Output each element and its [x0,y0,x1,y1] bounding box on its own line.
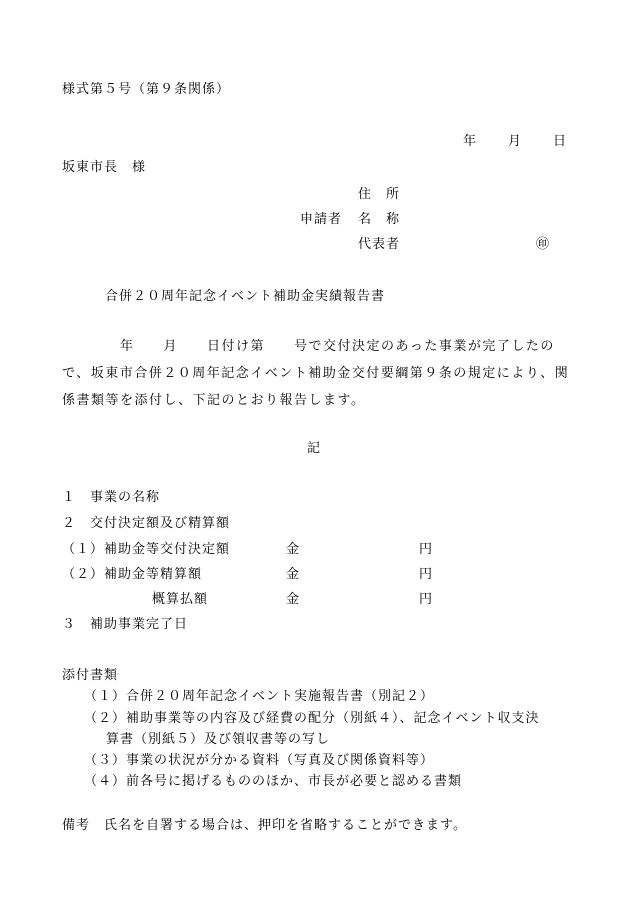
attachment-1: （１）合併２０周年記念イベント実施報告書（別記２） [84,689,435,704]
form-label: 様式第５号（第９条関係） [62,82,231,97]
representative-label: 代表者 [358,237,401,252]
applicant-role-label: 申請者 [300,212,343,227]
sub-item-2-label: （２）補助金等精算額 [62,567,203,582]
item-3: ３ 補助事業完了日 [62,617,189,632]
ki-heading: 記 [307,441,322,456]
document-title: 合併２０周年記念イベント補助金実績報告書 [105,289,386,304]
name-label: 名 称 [358,212,401,227]
addressee: 坂東市長 様 [62,160,147,175]
item-2: ２ 交付決定額及び精算額 [62,516,231,531]
sub-item-1-kin: 金 [286,542,301,557]
sub-item-3-yen: 円 [419,592,434,607]
sub-item-3-label: 概算払額 [152,592,209,607]
sub-item-2-kin: 金 [286,567,301,582]
date-month-label: 月 [508,134,523,149]
date-year-label: 年 [463,134,478,149]
sub-item-1-yen: 円 [419,542,434,557]
seal-mark: ㊞ [536,237,551,252]
sub-item-3-kin: 金 [286,592,301,607]
sub-item-1-label: （１）補助金等交付決定額 [62,542,231,557]
item-1: １ 事業の名称 [62,490,161,505]
remarks: 備考 氏名を自署する場合は、押印を省略することができます。 [62,818,467,833]
attachment-3: （３）事業の状況が分かる資料（写真及び関係資料等） [84,753,435,768]
attachment-2-line-2: 算書（別紙５）及び領収書等の写し [106,732,331,747]
attachment-4: （４）前各号に掲げるもののほか、市長が必要と認める書類 [84,774,463,789]
address-label: 住 所 [358,187,401,202]
date-day-label: 日 [553,134,568,149]
attachment-2-line-1: （２）補助事業等の内容及び経費の配分（別紙４）、記念イベント収支決 [84,711,540,726]
attachments-heading: 添付書類 [62,668,119,683]
sub-item-2-yen: 円 [419,567,434,582]
body-paragraph: 年 月 日付け第 号で交付決定のあった事業が完了したので、坂東市合併２０周年記念イベント補助金交付要綱第９条の規定により、関係書類等を添付し、下記のとおり報告します。 [62,339,570,408]
